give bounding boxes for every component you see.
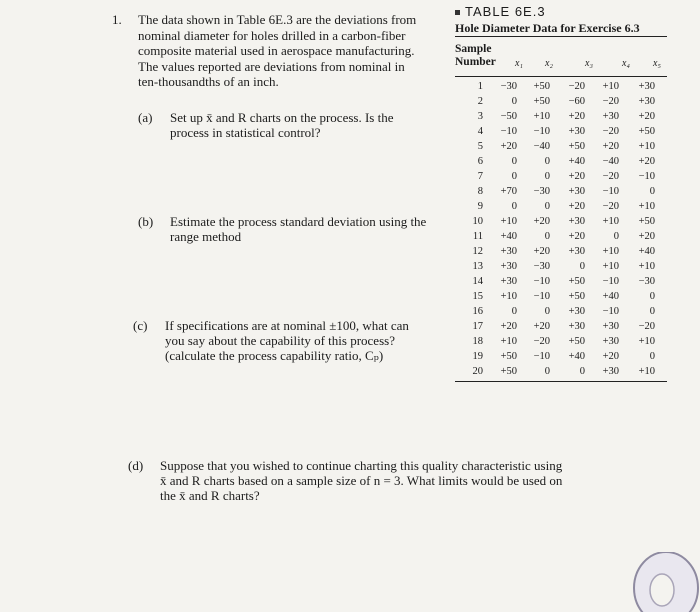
deviation-cell: +20 [500, 321, 517, 332]
deviation-cell: −20 [602, 96, 619, 107]
column-header: x₂ [545, 58, 553, 69]
tape-roll-icon [630, 552, 700, 612]
sample-number-cell: 10 [472, 216, 483, 227]
deviation-cell: +10 [602, 261, 619, 272]
deviation-cell: +30 [568, 216, 585, 227]
deviation-cell: −30 [533, 261, 550, 272]
deviation-cell: +50 [638, 126, 655, 137]
deviation-cell: +20 [568, 171, 585, 182]
sample-number-cell: 17 [472, 321, 483, 332]
column-header: x₅ [653, 58, 661, 69]
deviation-cell: −20 [533, 336, 550, 347]
deviation-cell: +50 [568, 336, 585, 347]
part-a-label: (a) [138, 110, 153, 125]
deviation-cell: +20 [638, 231, 655, 242]
deviation-cell: −10 [602, 276, 619, 287]
deviation-cell: −20 [602, 201, 619, 212]
part-d-line: the x̄ and R charts? [160, 488, 260, 503]
deviation-cell: −10 [602, 186, 619, 197]
deviation-cell: 0 [511, 201, 517, 212]
deviation-cell: 0 [511, 156, 517, 167]
deviation-cell: −20 [602, 171, 619, 182]
sample-number-cell: 4 [477, 126, 483, 137]
deviation-cell: +50 [533, 81, 550, 92]
deviation-cell: +40 [638, 246, 655, 257]
deviation-cell: +10 [500, 216, 517, 227]
deviation-cell: +10 [638, 141, 655, 152]
deviation-cell: −20 [568, 81, 585, 92]
square-bullet-icon [455, 10, 460, 15]
deviation-cell: +40 [602, 291, 619, 302]
part-c [133, 318, 443, 366]
problem-intro [138, 12, 438, 90]
sample-number-cell: 20 [472, 366, 483, 377]
deviation-cell: 0 [579, 366, 585, 377]
deviation-cell: +50 [500, 366, 517, 377]
sample-number-cell: 2 [477, 96, 483, 107]
sample-number-cell: 7 [477, 171, 483, 182]
deviation-cell: +30 [602, 321, 619, 332]
deviation-cell: +40 [568, 351, 585, 362]
intro-line: ten-thousandths of an inch. [138, 74, 279, 89]
intro-line: The values reported are deviations from nominal in [138, 58, 405, 74]
deviation-cell: +20 [602, 351, 619, 362]
part-b [138, 214, 448, 246]
table-title-text: TABLE 6E.3 [465, 4, 546, 19]
deviation-cell: +30 [638, 96, 655, 107]
deviation-cell: −30 [500, 81, 517, 92]
sample-header-line: Number [455, 55, 496, 68]
sample-number-header [455, 43, 496, 68]
deviation-cell: +20 [568, 111, 585, 122]
deviation-cell: −40 [602, 156, 619, 167]
deviation-cell: +50 [568, 141, 585, 152]
deviation-cell: −10 [602, 306, 619, 317]
sample-number-cell: 12 [472, 246, 483, 257]
part-d-line: x̄ and R charts based on a sample size of n = 3. What limits would be used on [160, 473, 563, 488]
deviation-cell: 0 [511, 171, 517, 182]
deviation-cell: −10 [533, 126, 550, 137]
deviation-cell: +20 [500, 141, 517, 152]
deviation-cell: 0 [544, 306, 550, 317]
problem-number: 1. [112, 12, 122, 27]
deviation-cell: +10 [602, 246, 619, 257]
deviation-cell: 0 [649, 306, 655, 317]
part-d-label: (d) [128, 458, 144, 473]
part-c-line: you say about the capability of this process? [165, 333, 395, 348]
sample-number-cell: 15 [472, 291, 483, 302]
deviation-cell: −10 [533, 291, 550, 302]
table-title [455, 4, 667, 19]
deviation-cell: 0 [544, 156, 550, 167]
deviation-cell: +50 [568, 276, 585, 287]
intro-line: The data shown in Table 6E.3 are the deviations from [138, 12, 417, 27]
deviation-cell: 0 [511, 96, 517, 107]
deviation-cell: +50 [533, 96, 550, 107]
deviation-cell: +20 [533, 246, 550, 257]
sample-number-cell: 8 [477, 186, 483, 197]
deviation-cell: 0 [649, 291, 655, 302]
deviation-cell: +10 [500, 336, 517, 347]
deviation-cell: +10 [638, 336, 655, 347]
deviation-cell: +20 [638, 111, 655, 122]
deviation-cell: +30 [500, 246, 517, 257]
deviation-cell: +30 [568, 306, 585, 317]
sample-number-cell: 3 [477, 111, 483, 122]
deviation-cell: −30 [638, 276, 655, 287]
deviation-cell: +20 [533, 321, 550, 332]
intro-line: nominal diameter for holes drilled in a carbon-fiber [138, 27, 406, 43]
deviation-cell: −60 [568, 96, 585, 107]
deviation-cell: 0 [544, 231, 550, 242]
sample-number-cell: 16 [472, 306, 483, 317]
deviation-cell: −20 [638, 321, 655, 332]
table-header-rule [455, 76, 667, 77]
sample-number-cell: 13 [472, 261, 483, 272]
part-c-line: If specifications are at nominal ±100, what can [165, 318, 409, 333]
deviation-cell: +10 [533, 111, 550, 122]
deviation-cell: +30 [602, 336, 619, 347]
deviation-cell: +10 [602, 81, 619, 92]
deviation-cell: 0 [511, 306, 517, 317]
deviation-cell: +50 [638, 216, 655, 227]
table-top-rule [455, 36, 667, 37]
deviation-cell: +30 [568, 246, 585, 257]
deviation-cell: +50 [500, 351, 517, 362]
table-bottom-rule [455, 381, 667, 382]
column-header: x₁ [515, 58, 523, 69]
deviation-cell: +10 [638, 261, 655, 272]
deviation-cell: −40 [533, 141, 550, 152]
intro-line: composite material used in aerospace manufacturing. [138, 43, 415, 58]
deviation-cell: +30 [638, 81, 655, 92]
part-c-line: (calculate the process capability ratio, Cₚ) [165, 348, 384, 363]
deviation-cell: −20 [602, 126, 619, 137]
deviation-cell: −10 [533, 351, 550, 362]
part-d-line: Suppose that you wished to continue charting this quality characteristic using [160, 458, 563, 473]
deviation-cell: +10 [638, 201, 655, 212]
deviation-cell: 0 [544, 201, 550, 212]
part-b-line: range method [170, 229, 242, 244]
deviation-cell: +30 [500, 276, 517, 287]
deviation-cell: −30 [533, 186, 550, 197]
deviation-cell: +20 [638, 156, 655, 167]
deviation-cell: +30 [568, 186, 585, 197]
deviation-cell: 0 [544, 366, 550, 377]
sample-number-cell: 19 [472, 351, 483, 362]
deviation-cell: +30 [568, 126, 585, 137]
deviation-cell: +20 [568, 231, 585, 242]
deviation-cell: 0 [613, 231, 619, 242]
sample-header-line: Sample [455, 43, 492, 55]
sample-number-cell: 1 [477, 81, 483, 92]
deviation-cell: +20 [602, 141, 619, 152]
part-a-line: process in statistical control? [170, 125, 321, 140]
sample-number-cell: 18 [472, 336, 483, 347]
deviation-cell: +40 [568, 156, 585, 167]
deviation-cell: +10 [638, 366, 655, 377]
deviation-cell: +10 [500, 291, 517, 302]
sample-number-cell: 14 [472, 276, 483, 287]
deviation-cell: +30 [602, 366, 619, 377]
sample-number-cell: 11 [472, 231, 483, 242]
table-subtitle: Hole Diameter Data for Exercise 6.3 [455, 21, 640, 35]
part-b-label: (b) [138, 214, 154, 229]
sample-number-cell: 6 [477, 156, 483, 167]
deviation-cell: −10 [638, 171, 655, 182]
deviation-cell: +20 [533, 216, 550, 227]
deviation-cell: 0 [649, 351, 655, 362]
deviation-cell: 0 [544, 171, 550, 182]
sample-number-cell: 9 [477, 201, 483, 212]
deviation-cell: +30 [500, 261, 517, 272]
deviation-cell: +70 [500, 186, 517, 197]
deviation-cell: +30 [602, 111, 619, 122]
part-b-line: Estimate the process standard deviation using the [170, 214, 427, 229]
deviation-cell: 0 [579, 261, 585, 272]
sample-number-cell: 5 [477, 141, 483, 152]
deviation-cell: +40 [500, 231, 517, 242]
deviation-cell: −10 [500, 126, 517, 137]
part-a-line: Set up x̄ and R charts on the process. Is the [170, 110, 394, 125]
deviation-cell: +50 [568, 291, 585, 302]
part-d [128, 458, 628, 506]
deviation-cell: +30 [568, 321, 585, 332]
deviation-cell: +20 [568, 201, 585, 212]
column-header: x₃ [585, 58, 593, 69]
deviation-cell: +10 [602, 216, 619, 227]
part-c-label: (c) [133, 318, 148, 333]
column-header: x₄ [622, 58, 630, 69]
part-a [138, 110, 438, 142]
deviation-cell: −50 [500, 111, 517, 122]
data-table [455, 0, 667, 390]
deviation-cell: −10 [533, 276, 550, 287]
deviation-cell: 0 [649, 186, 655, 197]
